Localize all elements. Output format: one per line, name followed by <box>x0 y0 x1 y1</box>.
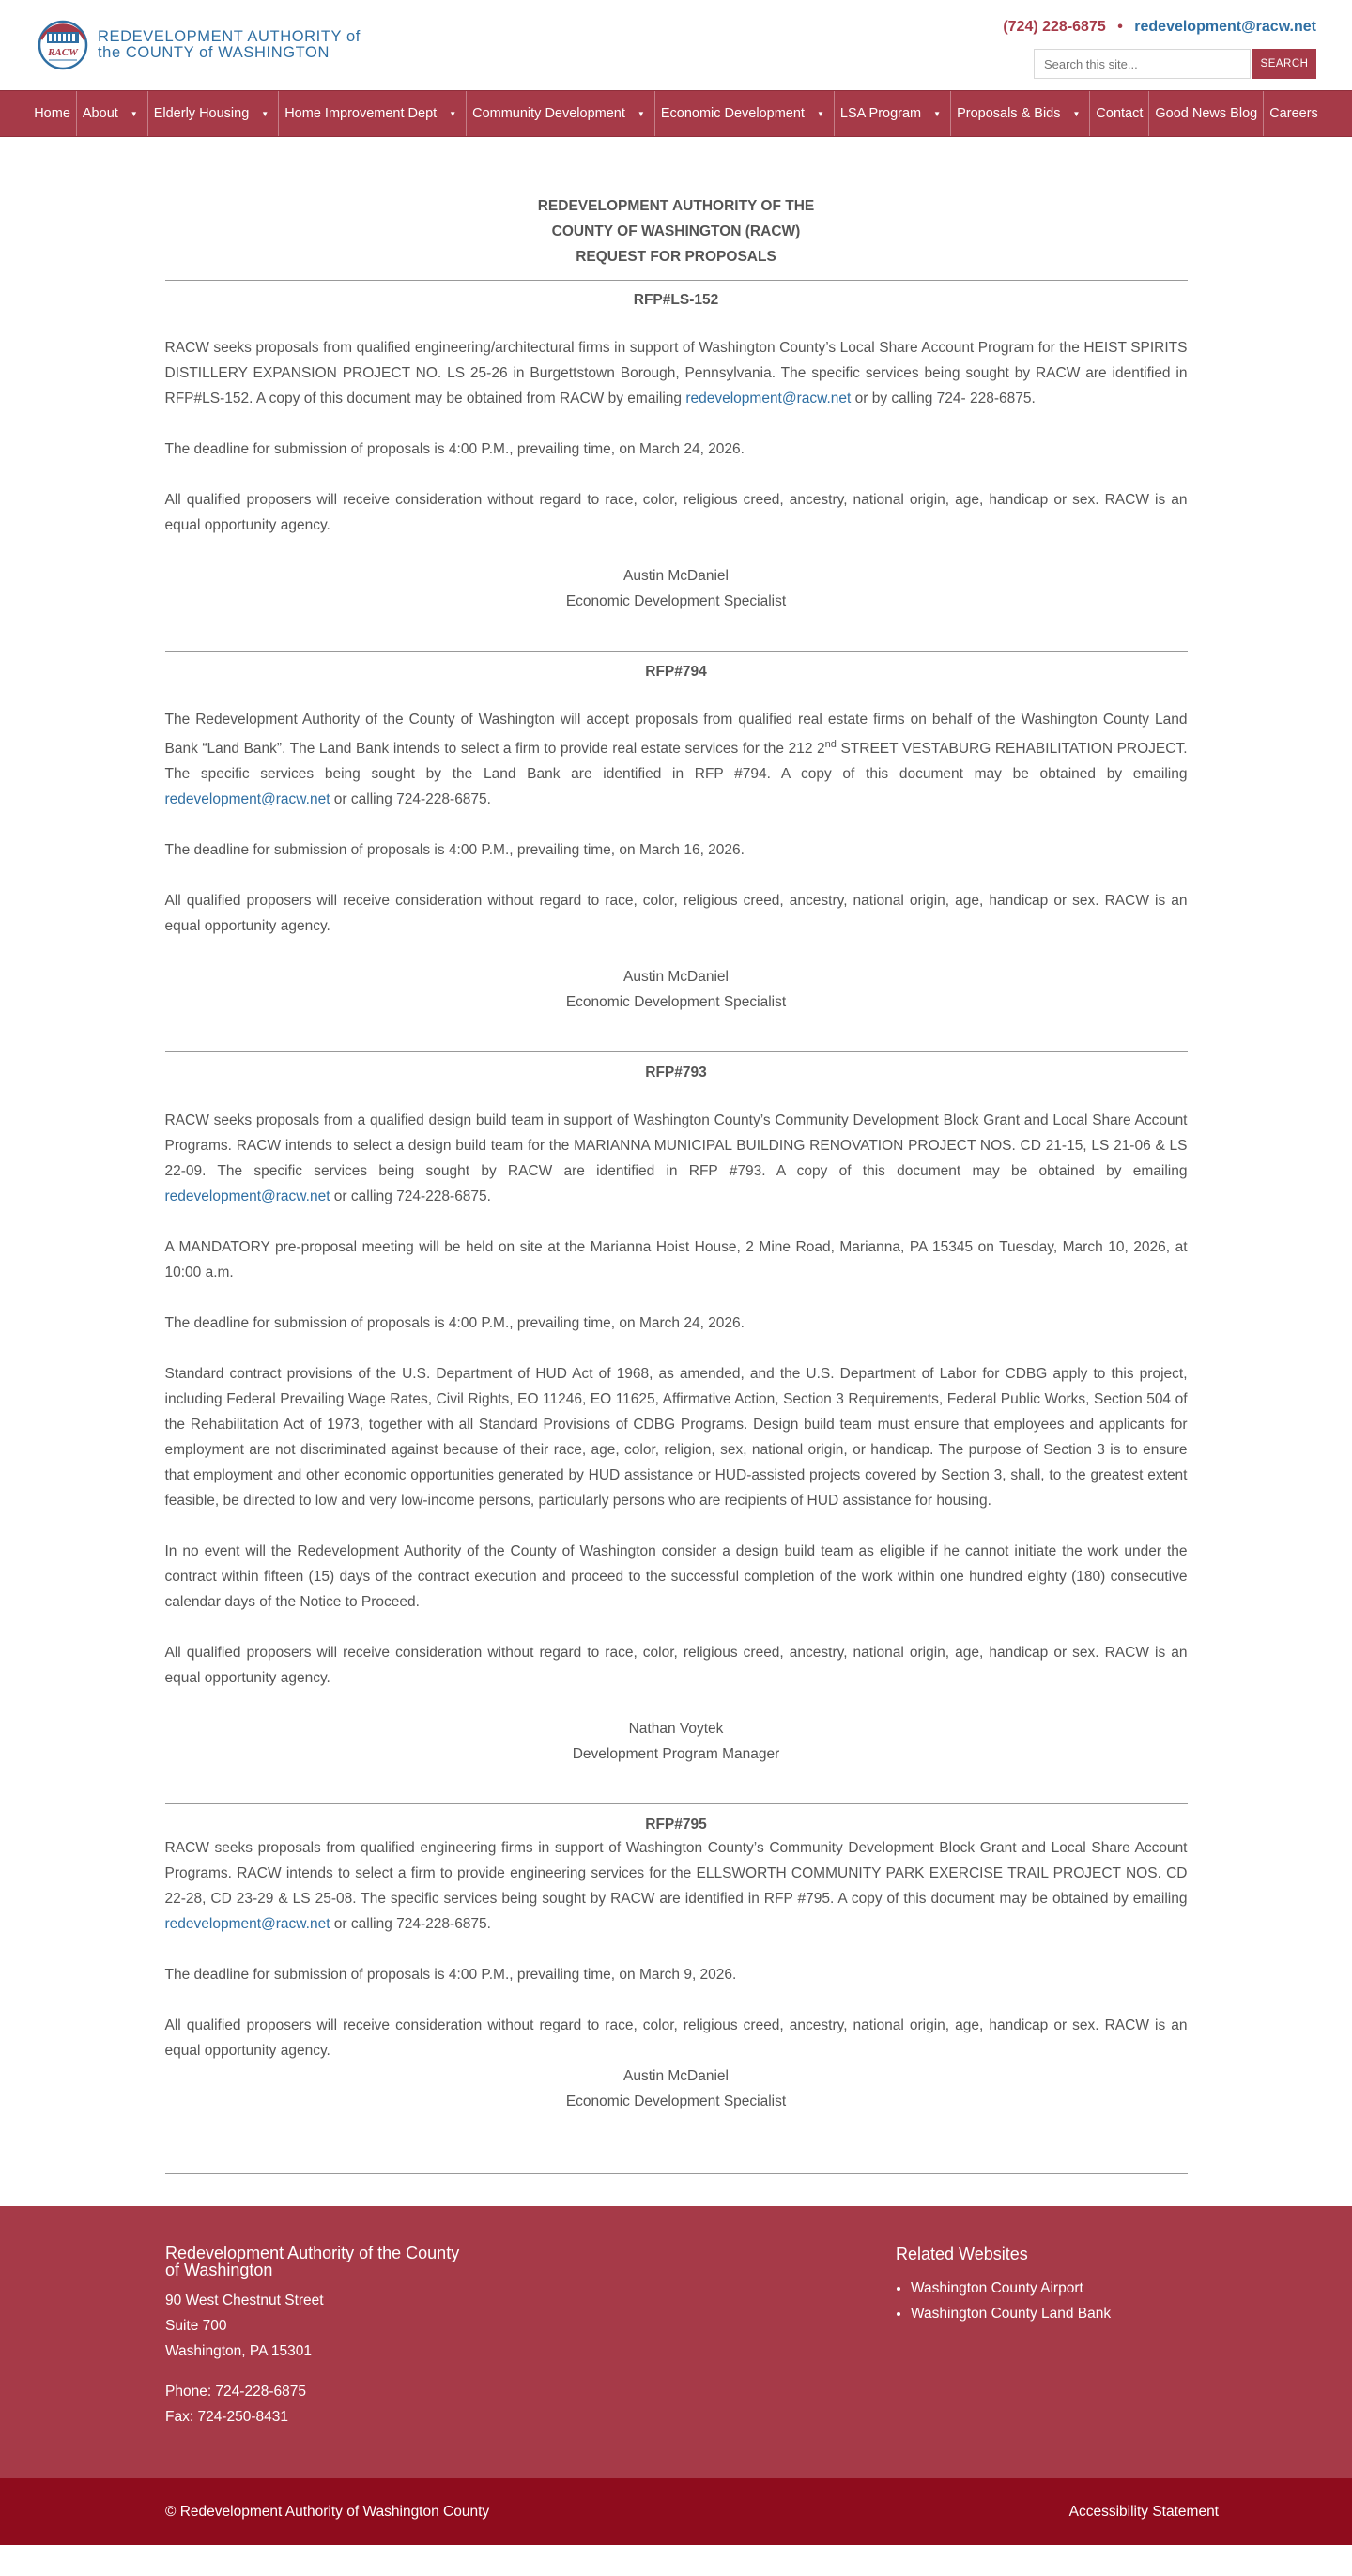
caret-down-icon: ▼ <box>130 109 138 118</box>
rfp-signature <box>165 964 1188 1015</box>
footer-contact-info <box>165 2245 484 2430</box>
site-header <box>0 0 1352 90</box>
rfp-signature <box>165 2063 1188 2114</box>
nav-item-label: About <box>82 106 118 121</box>
nav-item-label: Community Development <box>472 106 625 121</box>
site-footer <box>0 2206 1352 2478</box>
rfp-title: RFP#LS-152 <box>633 292 719 308</box>
rfp-title: RFP#793 <box>645 1065 707 1081</box>
section-divider <box>165 1803 1188 1804</box>
search-input[interactable] <box>1034 49 1251 79</box>
rfp-text: or calling 724-228-6875. <box>330 791 491 808</box>
footer-org-line: Redevelopment Authority of the County <box>165 2244 460 2263</box>
section-divider <box>165 1051 1188 1052</box>
rfp-deadline: The deadline for submission of proposals is 4:00 P.M., prevailing time, on March 24, 2026. <box>164 441 745 457</box>
rfp-section-794 <box>165 664 1188 1015</box>
rfp-eeo-statement: All qualified proposers will receive consideration without regard to race, color, religious creed, ancestry, national origin, age, handicap or sex. RACW is an equal opportunity agency. <box>164 2017 1188 2060</box>
related-link-airport[interactable]: • Washington County Airport <box>911 2276 1111 2301</box>
nav-item-proposals-bids[interactable] <box>951 91 1090 136</box>
copyright-text: © Redevelopment Authority of Washington County <box>165 2504 490 2521</box>
signature-name: Nathan Voytek <box>628 1721 724 1738</box>
signature-title: Economic Development Specialist <box>565 994 787 1011</box>
signature-title: Economic Development Specialist <box>565 593 787 609</box>
caret-down-icon: ▼ <box>816 109 824 118</box>
footer-org-line: of Washington <box>165 2261 273 2280</box>
rfp-text: RACW seeks proposals from qualified engineering firms in support of Washington County’s Community Development Block Grant and Local Share Account Programs. RACW intends to select a firm to provide engineering services for the ELLSWORTH COMMUNITY PARK EXERCISE TRAIL PROJECT NOS. CD 22-28, CD 23-29 & LS 25-08. The specific services being sought by RACW are identified in RFP #795. A copy of this document may be obtained by emailing <box>164 1840 1188 1908</box>
footer-address-line: 90 West Chestnut Street <box>165 2292 324 2309</box>
nav-item-label: Home Improvement Dept <box>284 106 438 121</box>
caret-down-icon: ▼ <box>637 109 645 118</box>
accessibility-statement-link[interactable]: Accessibility Statement <box>1068 2504 1219 2521</box>
caret-down-icon: ▼ <box>1072 109 1081 118</box>
rfp-eeo-statement: All qualified proposers will receive consideration without regard to race, color, religious creed, ancestry, national origin, age, handicap or sex. RACW is an equal opportunity agency. <box>164 492 1188 533</box>
footer-fax: Fax: 724-250-8431 <box>165 2409 288 2426</box>
page-title-line: COUNTY OF WASHINGTON (RACW) <box>551 223 801 239</box>
rfp-text: or calling 724-228-6875. <box>330 1916 491 1933</box>
rfp-text-superscript: nd <box>824 739 837 750</box>
rfp-section-ls-152 <box>165 292 1188 614</box>
main-content <box>165 137 1188 2174</box>
rfp-eeo-statement: All qualified proposers will receive consideration without regard to race, color, religious creed, ancestry, national origin, age, handicap or sex. RACW is an equal opportunity agency. <box>164 893 1188 935</box>
caret-down-icon: ▼ <box>933 109 942 118</box>
rfp-description <box>165 1835 1188 1937</box>
rfp-eeo-statement: All qualified proposers will receive consideration without regard to race, color, religious creed, ancestry, national origin, age, handicap or sex. RACW is an equal opportunity agency. <box>164 1645 1188 1687</box>
related-websites-title: Related Websites <box>896 2245 1028 2264</box>
header-email-link[interactable]: redevelopment@racw.net <box>1134 19 1316 35</box>
nav-item-careers[interactable] <box>1264 91 1324 136</box>
section-divider <box>165 651 1188 652</box>
nav-item-contact[interactable] <box>1090 91 1149 136</box>
racw-seal-icon <box>38 13 88 77</box>
rfp-deadline: The deadline for submission of proposals is 4:00 P.M., prevailing time, on March 24, 2026. <box>164 1315 745 1332</box>
rfp-contract-provisions: Standard contract provisions of the U.S. Department of HUD Act of 1968, as amended, and the U.S. Department of Labor for CDBG apply to this project, including Federal Prevailing Wage Rates, Civil Rights, EO 11246, EO 11625, Affirmative Action, Section 3 Requirements, Federal Public Works, Section 504 of the Rehabilitation Act of 1973, together with all Standard Provisions of CDBG Programs. Design build team must ensure that employees and applicants for employment are not discriminated against because of their race, age, color, religion, sex, national origin, or handicap. The purpose of Section 3 is to ensure that employment and other economic opportunities generated by HUD assistance or HUD-assisted projects covered by Section 3, shall, to the greatest extent feasible, be directed to low and very low-income persons, particularly persons who are recipients of HUD assistance for housing. <box>164 1366 1188 1510</box>
rfp-description <box>165 707 1188 812</box>
signature-name: Austin McDaniel <box>623 969 729 986</box>
header-separator: • <box>1117 19 1123 35</box>
footer-bottom-bar <box>0 2478 1352 2545</box>
footer-address-line: Suite 700 <box>165 2318 227 2335</box>
nav-item-label: Careers <box>1269 106 1318 121</box>
rfp-deadline: The deadline for submission of proposals is 4:00 P.M., prevailing time, on March 16, 2026. <box>164 842 745 859</box>
logo-line-2: the COUNTY of WASHINGTON <box>98 44 330 61</box>
rfp-title: RFP#795 <box>645 1817 707 1833</box>
email-link[interactable]: redevelopment@racw.net <box>685 391 852 406</box>
rfp-title: RFP#794 <box>645 664 707 680</box>
rfp-description <box>165 335 1188 411</box>
page-title <box>165 193 1188 281</box>
related-link-land-bank[interactable]: • Washington County Land Bank <box>911 2301 1111 2326</box>
caret-down-icon: ▼ <box>449 109 457 118</box>
header-phone[interactable]: (724) 228-6875 <box>1003 19 1106 35</box>
related-websites-list <box>896 2276 1111 2326</box>
site-search <box>1034 49 1316 79</box>
search-button[interactable]: SEARCH <box>1252 49 1316 79</box>
svg-text:RACW: RACW <box>48 47 78 58</box>
signature-name: Austin McDaniel <box>623 2068 729 2085</box>
nav-item-label: Good News Blog <box>1155 106 1258 121</box>
rfp-text: RACW seeks proposals from qualified engineering/architectural firms in support of Washington County’s Local Share Account Program for the HEIST SPIRITS DISTILLERY EXPANSION PROJECT NO. LS 25-26 in Burgettstown Borough, Pennsylvania. The specific services being sought by RACW are identified in RFP#LS-152. A copy of this document may be obtained from RACW by emailing <box>164 340 1188 406</box>
footer-phone: Phone: 724-228-6875 <box>165 2384 306 2400</box>
nav-item-label: Economic Development <box>660 106 805 121</box>
email-link[interactable]: redevelopment@racw.net <box>164 791 330 808</box>
footer-org-name <box>165 2245 484 2278</box>
logo-line-1: REDEVELOPMENT AUTHORITY of <box>98 28 361 45</box>
header-contact <box>1003 19 1316 36</box>
rfp-text: or calling 724-228-6875. <box>330 1188 491 1205</box>
signature-title: Economic Development Specialist <box>565 2093 787 2110</box>
email-link[interactable]: redevelopment@racw.net <box>164 1188 330 1205</box>
nav-item-label: Proposals & Bids <box>957 106 1061 121</box>
nav-item-good-news-blog[interactable] <box>1149 91 1264 136</box>
main-nav <box>0 90 1352 137</box>
rfp-text: RACW seeks proposals from a qualified design build team in support of Washington County’s Community Development Block Grant and Local Share Account Programs. RACW intends to select a design build team for the MARIANNA MUNICIPAL BUILDING RENOVATION PROJECT NOS. CD 21-15, LS 21-06 & LS 22-09. The specific services being sought by RACW are identified in RFP #793. A copy of this document may be obtained by emailing <box>164 1112 1188 1180</box>
rfp-signature <box>165 1716 1188 1767</box>
rfp-signature <box>165 563 1188 614</box>
nav-item-about[interactable] <box>77 91 148 136</box>
signature-title: Development Program Manager <box>572 1746 780 1763</box>
nav-item-lsa-program[interactable] <box>835 91 951 136</box>
rfp-description <box>165 1108 1188 1209</box>
nav-item-label: Elderly Housing <box>153 106 250 121</box>
rfp-text: or by calling 724- 228-6875. <box>851 391 1036 406</box>
email-link[interactable]: redevelopment@racw.net <box>164 1916 330 1933</box>
nav-item-label: LSA Program <box>839 106 922 121</box>
nav-item-community-development[interactable] <box>467 91 655 136</box>
nav-item-economic-development[interactable] <box>655 91 835 136</box>
page-title-line: REQUEST FOR PROPOSALS <box>576 249 776 265</box>
nav-item-label: Contact <box>1096 106 1144 121</box>
rfp-section-793 <box>165 1065 1188 1767</box>
nav-item-elderly-housing[interactable] <box>148 91 279 136</box>
site-logo-text <box>98 29 361 61</box>
site-logo[interactable] <box>38 13 361 77</box>
section-divider <box>165 2173 1188 2174</box>
rfp-eligibility: In no event will the Redevelopment Authority of the County of Washington consider a design build team as eligible if he cannot initiate the work under the contract within fifteen (15) days of the contract execution and proceed to the successful completion of the work within one hundred eighty (180) consecutive calendar days of the Notice to Proceed. <box>164 1543 1188 1611</box>
nav-item-label: Home <box>34 106 70 121</box>
rfp-meeting-notice: A MANDATORY pre-proposal meeting will be held on site at the Marianna Hoist House, 2 Mine Road, Marianna, PA 15345 on Tuesday, March 10, 2026, at 10:00 a.m. <box>164 1239 1188 1281</box>
footer-related-websites <box>896 2245 1111 2326</box>
footer-address-line: Washington, PA 15301 <box>165 2343 312 2360</box>
nav-item-home[interactable] <box>28 91 77 136</box>
rfp-text: STREET VESTABURG REHABILITATION PROJECT. The specific services being sought by the Land Bank are identified in RFP #794. A copy of this document may be obtained by emailing <box>164 741 1188 783</box>
rfp-section-795 <box>165 1817 1188 2114</box>
page-title-line: REDEVELOPMENT AUTHORITY OF THE <box>537 198 815 214</box>
rfp-text: The Redevelopment Authority of the County of Washington will accept proposals from qualified real estate firms on behalf of the Washington County Land Bank “Land Bank”. The Land Bank intends to select a firm to provide real estate services for the 212 2 <box>164 712 1188 758</box>
rfp-deadline: The deadline for submission of proposals is 4:00 P.M., prevailing time, on March 9, 2026. <box>164 1967 737 1984</box>
signature-name: Austin McDaniel <box>623 568 729 584</box>
caret-down-icon: ▼ <box>261 109 269 118</box>
nav-item-home-improvement[interactable] <box>279 91 467 136</box>
